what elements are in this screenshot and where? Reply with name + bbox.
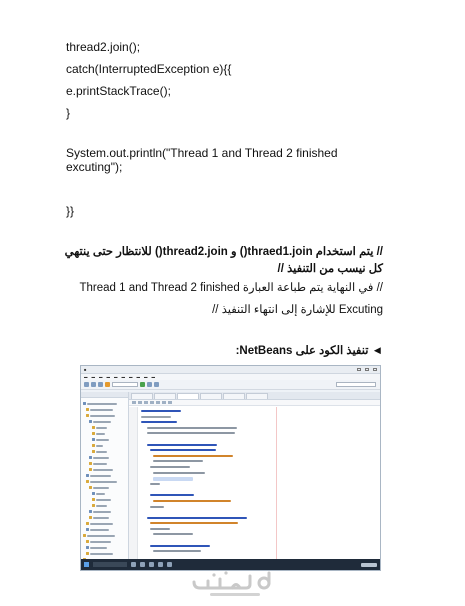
code-line-mini: [153, 550, 201, 552]
project-tree-item: [83, 443, 128, 448]
code-line-println: System.out.println("Thread 1 and Thread 2 finished excuting");: [66, 146, 338, 174]
project-tree-item: [83, 425, 128, 430]
mostaql-watermark-logo: [180, 568, 290, 602]
code-line-join: thread2.join();: [66, 40, 141, 54]
code-line-mini: [153, 472, 205, 474]
project-tree-item: [83, 485, 128, 490]
code-line-mini: [147, 427, 237, 429]
code-line-mini: [150, 522, 238, 524]
code-line-mini: [141, 410, 181, 412]
project-tree-item: [83, 539, 128, 544]
ide-title-bar: ■: [81, 366, 380, 374]
code-line-mini: [153, 533, 193, 535]
project-tree-item: [83, 545, 128, 550]
code-line-mini: [150, 494, 194, 496]
project-tree-item: [83, 497, 128, 502]
netbeans-screenshot: [80, 365, 381, 571]
project-tree-item: [83, 419, 128, 424]
project-tree-item: [83, 473, 128, 478]
ide-search-box: [336, 382, 376, 387]
project-tree-item: [83, 491, 128, 496]
code-line-mini: [153, 477, 193, 481]
project-tree-item: [83, 509, 128, 514]
arabic-comment-join: // يتم استخدام thraed1.join() و thread2.join() للانتظار حتى ينتهي كل نيسب من التنفيذ //: [64, 246, 383, 275]
code-line-mini: [147, 444, 217, 446]
code-line-mini: [150, 449, 216, 451]
project-tree-item: [83, 407, 128, 412]
code-line-catch: catch(InterruptedException e){{: [66, 62, 232, 76]
project-tree-item: [83, 449, 128, 454]
code-line-mini: [150, 483, 160, 485]
code-line-mini: [150, 528, 170, 530]
ide-toolbar: [81, 380, 380, 390]
project-tree-item: [83, 503, 128, 508]
code-line-mini: [153, 500, 231, 502]
project-tree-item: [83, 431, 128, 436]
code-line-mini: [150, 466, 190, 468]
code-line-mini: [150, 506, 164, 508]
project-tree-item: [83, 467, 128, 472]
code-line-mini: [147, 517, 247, 519]
ide-code-editor: [129, 392, 380, 559]
ide-menu-bar: ▬ ▬ ▬ ▬ ▬ ▬ ▬ ▬ ▬ ▬: [81, 374, 380, 380]
windows-start-icon: [84, 562, 89, 567]
project-tree-item: [83, 461, 128, 466]
code-line-end-braces: }}: [66, 204, 75, 218]
code-line-mini: [150, 545, 210, 547]
project-tree-item: [83, 401, 128, 406]
project-tree-item: [83, 437, 128, 442]
netbeans-section-label: ◄ تنفيذ الكود على NetBeans:: [235, 345, 383, 357]
arabic-comment-finish: Excuting للإشارة إلى انتهاء التنفيذ //: [212, 304, 383, 316]
project-tree-item: [83, 527, 128, 532]
code-line-mini: [147, 432, 235, 434]
project-tree-item: [83, 521, 128, 526]
project-tree-item: [83, 455, 128, 460]
project-tree-item: [83, 551, 128, 556]
code-line-stacktrace: e.printStackTrace();: [66, 84, 171, 98]
project-tree-item: [83, 515, 128, 520]
code-line-mini: [141, 416, 171, 418]
arabic-comment-print: // في النهاية يتم طباعة العبارة Thread 1 and Thread 2 finished: [79, 282, 383, 294]
code-line-mini: [153, 460, 203, 462]
code-line-mini: [153, 455, 233, 457]
code-line-mini: [141, 421, 177, 423]
project-tree-item: [83, 533, 128, 538]
project-tree-item: [83, 413, 128, 418]
code-line-close-brace: }: [66, 106, 71, 120]
ide-projects-panel: [81, 392, 129, 559]
project-tree-item: [83, 479, 128, 484]
